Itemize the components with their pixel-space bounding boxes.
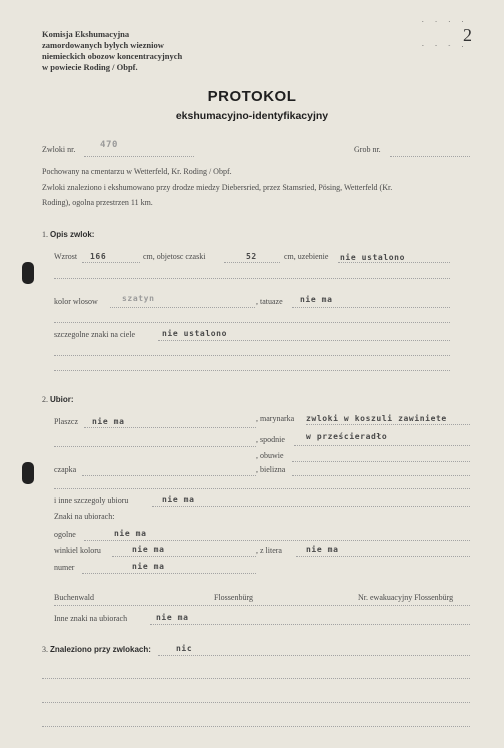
litera-value: nie ma	[306, 545, 339, 554]
corner-marks-top: . . . .	[421, 17, 468, 24]
burial-place-text: Pochowany na cmentarzu w Wetterfeld, Kr. Roding / Obpf.	[42, 167, 232, 176]
plaszcz-line	[84, 427, 256, 428]
found-location-text-2: Roding), ogolna przestrzen 11 km.	[42, 198, 153, 207]
litera-line	[296, 556, 470, 557]
inne-szczegoly-line	[152, 506, 470, 507]
winkiel-line	[112, 556, 256, 557]
section-3-blank-line-1	[42, 678, 470, 679]
section-2-heading	[42, 395, 74, 404]
czaska-value: 52	[246, 252, 257, 261]
section-3-value: nic	[176, 644, 193, 653]
numer-line	[82, 573, 256, 574]
section-3-heading	[42, 645, 151, 654]
section-3-line	[158, 655, 470, 656]
section-1-blank-line-2	[54, 322, 450, 323]
flossenburg-label: Flossenbürg	[214, 593, 253, 602]
zwloki-number-line	[84, 156, 194, 157]
section-3-title: Znaleziono przy zwlokach:	[50, 645, 151, 654]
section-2-title: Ubior:	[50, 395, 74, 404]
plaszcz-blank-line	[54, 446, 256, 447]
inne-znaki-line	[150, 624, 470, 625]
document-title: PROTOKOL	[207, 88, 297, 105]
zwloki-number-value: 470	[100, 140, 119, 150]
czaska-line	[224, 262, 280, 263]
camp-numbers-line	[54, 605, 470, 606]
found-location-text-1: Zwloki znaleziono i ekshumowano przy drodze miedzy Diebersried, przez Stamsried, Pösing, Wetterfeld (Kr.	[42, 183, 393, 192]
obuwie-label: , obuwie	[256, 451, 284, 460]
znaki-na-ciele-line	[158, 340, 450, 341]
ogolne-line	[84, 540, 470, 541]
ewakuacyjny-label: Nr. ewakuacyjny Flossenbürg	[358, 593, 454, 602]
tatuaze-label: , tatuaze	[256, 297, 283, 306]
numer-label: numer	[54, 563, 75, 572]
litera-label: , z litera	[256, 546, 282, 555]
winkiel-value: nie ma	[132, 545, 165, 554]
buchenwald-label: Buchenwald	[54, 593, 94, 602]
page-number: 2	[463, 25, 472, 45]
ogolne-value: nie ma	[114, 529, 147, 538]
inne-szczegoly-value: nie ma	[162, 495, 195, 504]
corner-marks-bottom: - - - .	[421, 42, 468, 49]
plaszcz-label: Plaszcz	[54, 417, 78, 426]
marynarka-line	[306, 424, 470, 425]
section-1-blank-line-4	[54, 370, 450, 371]
znaki-na-ciele-value: nie ustalono	[162, 329, 227, 338]
spodnie-line	[294, 445, 470, 446]
tatuaze-value: nie ma	[300, 295, 333, 304]
commission-header-line-3: niemieckich obozow koncentracyjnych	[42, 51, 183, 61]
inne-znaki-label: Inne znaki na ubiorach	[54, 614, 128, 623]
section-2-number: 2.	[42, 395, 48, 404]
section-1-number: 1.	[42, 230, 48, 239]
document-subtitle: ekshumacyjno-identyfikacyjny	[175, 110, 329, 122]
section-3-number: 3.	[42, 645, 48, 654]
punch-hole-top	[22, 262, 34, 284]
numer-value: nie ma	[132, 562, 165, 571]
section-1-blank-line-1	[54, 278, 450, 279]
tatuaze-line	[292, 307, 450, 308]
section-1-title: Opis zwlok:	[50, 230, 95, 239]
spodnie-value: w prześcieradło	[306, 432, 388, 441]
obuwie-line	[292, 461, 470, 462]
commission-header-line-2: zamordowanych bylych wiezniow	[42, 40, 164, 50]
winkiel-label: winkiel koloru	[54, 546, 101, 555]
bielizna-line	[292, 475, 470, 476]
bielizna-label: , bielizna	[256, 465, 286, 474]
grob-number-label: Grob nr.	[354, 145, 381, 154]
czaska-label: cm, objetosc czaski	[143, 252, 206, 261]
wzrost-line	[82, 262, 140, 263]
grob-number-line	[390, 156, 470, 157]
uzebienie-value: nie ustalono	[340, 253, 405, 262]
plaszcz-value: nie ma	[92, 417, 125, 426]
uzebienie-label: cm, uzebienie	[284, 252, 329, 261]
zwloki-number-label: Zwloki nr.	[42, 145, 76, 154]
czapka-label: czapka	[54, 465, 77, 474]
section-1-blank-line-3	[54, 355, 450, 356]
punch-hole-bottom	[22, 462, 34, 484]
section-1-heading	[42, 230, 94, 239]
wzrost-value: 166	[90, 252, 107, 261]
section-3-blank-line-3	[42, 726, 470, 727]
spodnie-label: , spodnie	[256, 435, 285, 444]
marynarka-label: , marynarka	[256, 414, 295, 423]
kolor-wlosow-value: szatyn	[122, 294, 155, 303]
commission-header-line-1: Komisja Ekshumacyjna	[42, 29, 130, 39]
marynarka-value: zwloki w koszuli zawiniete	[306, 414, 447, 423]
kolor-wlosow-label: kolor wlosow	[54, 297, 98, 306]
ogolne-label: ogolne	[54, 530, 76, 539]
section-3-blank-line-2	[42, 702, 470, 703]
kolor-wlosow-line	[110, 307, 255, 308]
inne-znaki-value: nie ma	[156, 613, 189, 622]
znaki-na-ciele-label: szczegolne znaki na ciele	[54, 330, 136, 339]
wzrost-label: Wzrost	[54, 252, 78, 261]
inne-szczegoly-label: i inne szczegoly ubioru	[54, 496, 129, 505]
znaki-na-ubiorach-label: Znaki na ubiorach:	[54, 512, 115, 521]
czapka-line	[82, 475, 256, 476]
uzebienie-line	[338, 262, 450, 263]
section-2-blank-line-1	[54, 488, 470, 489]
commission-header-line-4: w powiecie Roding / Obpf.	[42, 62, 138, 72]
